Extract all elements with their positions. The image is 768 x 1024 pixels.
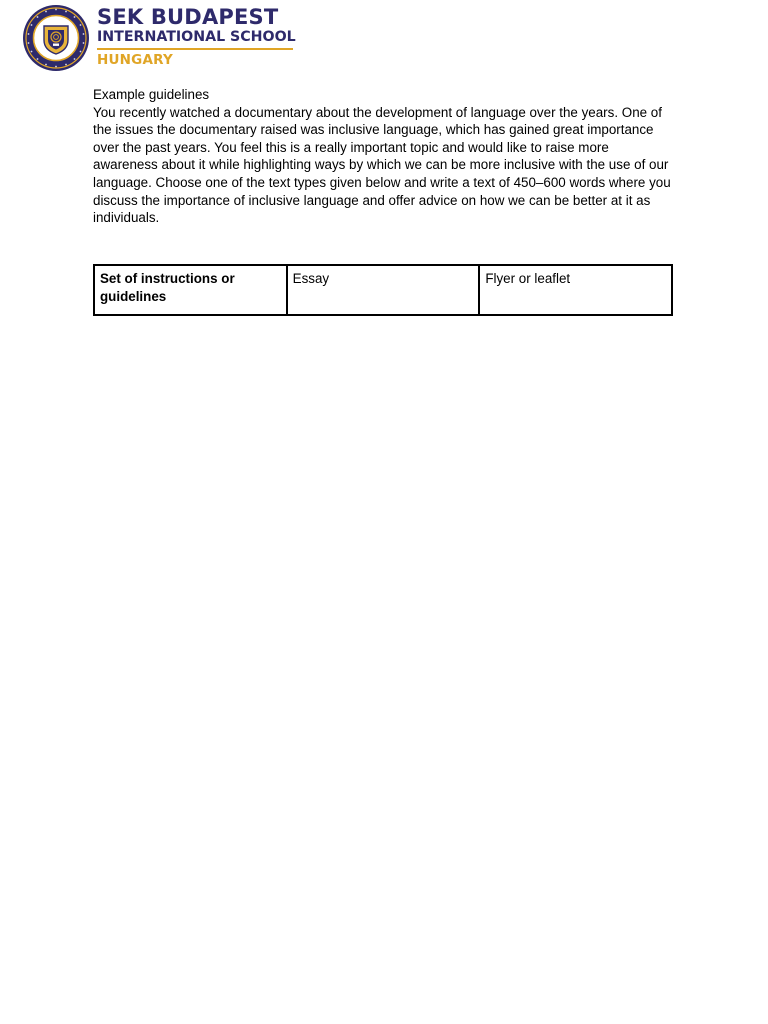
school-name-line1: SEK BUDAPEST: [97, 5, 279, 29]
task-description: [93, 86, 675, 227]
text-type-cell-essay: Essay: [287, 265, 480, 315]
task-prompt: You recently watched a documentary about the development of language over the years. One of the issues the documentary raised was inclusive language, which has gained great importance over the past years. You feel this is a really important topic and would like to raise more awareness about it while highlighting ways by which we can be more inclusive with the use of our language. Choose one of the text types given below and write a text of 450–600 words where you discuss the importance of inclusive language and offer advice on how we can be better at it as individuals.: [93, 104, 671, 226]
text-type-cell-flyer: Flyer or leaflet: [479, 265, 672, 315]
table-row: [94, 265, 672, 315]
section-heading: Example guidelines: [93, 87, 210, 102]
text-types-table: [93, 264, 673, 316]
school-header: [22, 4, 312, 74]
school-logo-wordmark: [97, 5, 297, 69]
school-crest-icon: [22, 4, 90, 72]
text-type-cell-instructions: Set of instructions or guidelines: [94, 265, 287, 315]
school-name-line2: INTERNATIONAL SCHOOL: [97, 29, 296, 45]
logo-divider: [97, 48, 293, 50]
school-country: HUNGARY: [97, 52, 173, 68]
